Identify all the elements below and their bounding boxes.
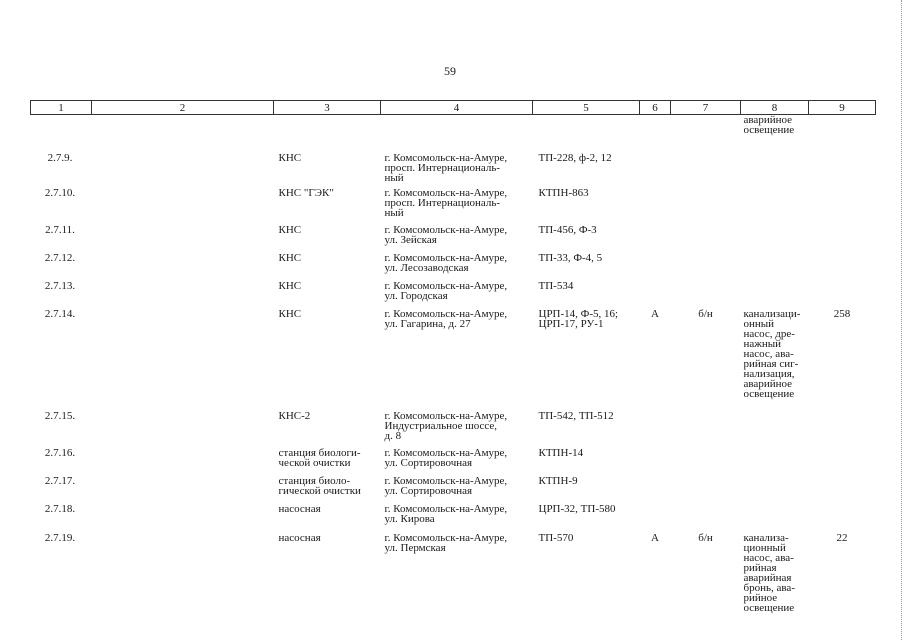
- data-table: [30, 100, 876, 613]
- empty-cell: [92, 309, 274, 411]
- power-feed: ТП-228, ф-2, 12: [538, 151, 612, 164]
- power-value: [671, 411, 741, 448]
- table-row: [31, 309, 876, 411]
- power-feed: ТП-570: [538, 531, 574, 544]
- object-address: г. Комсомольск-на-Амуре, ул. Лесозаводская: [384, 251, 508, 274]
- equipment-list: [741, 281, 809, 309]
- reliability-category: А: [651, 307, 659, 320]
- power-value: [671, 281, 741, 309]
- power-feed: ЦРП-32, ТП-580: [538, 502, 616, 515]
- row-number: 2.7.18.: [44, 502, 76, 515]
- power-feed: КТПН-863: [538, 186, 589, 199]
- equipment-list: [741, 253, 809, 281]
- object-address: г. Комсомольск-на-Амуре, ул. Городская: [384, 279, 508, 302]
- table-row: [31, 225, 876, 253]
- power-feed: ЦРП-14, Ф-5, 16; ЦРП-17, РУ-1: [538, 307, 619, 330]
- power-value: [671, 476, 741, 504]
- power-value: б/н: [698, 307, 713, 320]
- object-address: г. Комсомольск-на-Амуре, Индустриальное шоссе, д. 8: [384, 409, 508, 442]
- row-number: 2.7.12.: [44, 251, 76, 264]
- empty-cell: [92, 476, 274, 504]
- empty-cell: [92, 153, 274, 188]
- row-number: 2.7.11.: [45, 223, 75, 236]
- power-value: [671, 153, 741, 188]
- object-name: КНС: [278, 279, 302, 292]
- load-value: 22: [836, 531, 848, 544]
- object-name: КНС "ГЭК": [278, 186, 334, 199]
- object-name: КНС: [278, 307, 302, 320]
- equipment-list: [741, 153, 809, 188]
- equipment-list: канализа- ционный насос, ава- рийная аварийная бронь, ава- рийное освещение: [743, 531, 795, 614]
- reliability-category: А: [651, 531, 659, 544]
- equipment-list: [741, 411, 809, 448]
- power-feed: ТП-33, Ф-4, 5: [538, 251, 603, 264]
- object-name: КНС-2: [278, 409, 311, 422]
- table-row: [31, 448, 876, 476]
- object-name: КНС: [278, 251, 302, 264]
- table-row: [31, 253, 876, 281]
- load-value: [809, 448, 876, 476]
- object-address: г. Комсомольск-на-Амуре, просп. Интернациональ- ный: [384, 186, 508, 219]
- load-value: [809, 411, 876, 448]
- row-number: 2.7.17.: [44, 474, 76, 487]
- header-cell: 1: [31, 101, 92, 115]
- table-row: [31, 504, 876, 533]
- empty-cell: [92, 188, 274, 225]
- equipment-list: [741, 476, 809, 504]
- row-number: 2.7.13.: [44, 279, 76, 292]
- object-address: г. Комсомольск-на-Амуре, ул. Кирова: [384, 502, 508, 525]
- object-address: г. Комсомольск-на-Амуре, ул. Гагарина, д. 27: [384, 307, 508, 330]
- continuation-equipment: аварийное освещение: [743, 114, 795, 136]
- empty-cell: [92, 281, 274, 309]
- object-name: насосная: [278, 502, 321, 515]
- reliability-category: [640, 253, 671, 281]
- equipment-list: канализаци- онный насос, дре- нажный насос, ава- рийная сиг- нализация, аварийное освещение: [743, 307, 801, 400]
- empty-cell: [92, 533, 274, 613]
- power-value: [671, 504, 741, 533]
- scan-edge: [901, 0, 903, 640]
- object-name: КНС: [278, 151, 302, 164]
- reliability-category: [640, 411, 671, 448]
- object-address: г. Комсомольск-на-Амуре, ул. Сортировочная: [384, 474, 508, 497]
- header-cell: 3: [274, 101, 381, 115]
- empty-cell: [92, 225, 274, 253]
- reliability-category: [640, 188, 671, 225]
- reliability-category: [640, 225, 671, 253]
- table-body: [31, 115, 876, 613]
- empty-cell: [92, 253, 274, 281]
- object-address: г. Комсомольск-на-Амуре, ул. Зейская: [384, 223, 508, 246]
- object-address: г. Комсомольск-на-Амуре, ул. Сортировочная: [384, 446, 508, 469]
- equipment-list: [741, 188, 809, 225]
- header-cell: 6: [640, 101, 671, 115]
- object-name: КНС: [278, 223, 302, 236]
- empty-cell: [92, 411, 274, 448]
- power-value: [671, 225, 741, 253]
- row-number: 2.7.15.: [44, 409, 76, 422]
- row-number: 2.7.14.: [44, 307, 76, 320]
- row-number: 2.7.16.: [44, 446, 76, 459]
- row-number: 2.7.10.: [44, 186, 76, 199]
- reliability-category: [640, 476, 671, 504]
- load-value: [809, 188, 876, 225]
- table-row: [31, 476, 876, 504]
- object-name: насосная: [278, 531, 321, 544]
- power-feed: КТПН-9: [538, 474, 578, 487]
- object-name: станция биоло- гической очистки: [278, 474, 361, 497]
- load-value: [809, 225, 876, 253]
- header-cell: 8: [741, 101, 809, 115]
- header-row: [31, 101, 876, 115]
- equipment-list: [741, 504, 809, 533]
- continuation-row: [31, 115, 876, 153]
- power-feed: КТПН-14: [538, 446, 584, 459]
- power-feed: ТП-542, ТП-512: [538, 409, 614, 422]
- power-feed: ТП-456, Ф-3: [538, 223, 597, 236]
- reliability-category: [640, 153, 671, 188]
- load-value: [809, 281, 876, 309]
- table-row: [31, 533, 876, 613]
- reliability-category: [640, 504, 671, 533]
- load-value: 258: [833, 307, 851, 320]
- load-value: [809, 253, 876, 281]
- power-value: [671, 188, 741, 225]
- table-row: [31, 281, 876, 309]
- reliability-category: [640, 281, 671, 309]
- table-row: [31, 411, 876, 448]
- empty-cell: [92, 448, 274, 476]
- object-address: г. Комсомольск-на-Амуре, ул. Пермская: [384, 531, 508, 554]
- reliability-category: [640, 448, 671, 476]
- power-value: [671, 448, 741, 476]
- power-value: б/н: [698, 531, 713, 544]
- row-number: 2.7.9.: [47, 151, 73, 164]
- load-value: [809, 476, 876, 504]
- equipment-list: [741, 225, 809, 253]
- row-number: 2.7.19.: [44, 531, 76, 544]
- load-value: [809, 153, 876, 188]
- object-name: станция биологи- ческой очистки: [278, 446, 361, 469]
- page-number: 59: [444, 64, 456, 78]
- table-row: [31, 188, 876, 225]
- header-cell: 2: [92, 101, 274, 115]
- header-cell: 9: [809, 101, 876, 115]
- header-cell: 5: [533, 101, 640, 115]
- equipment-list: [741, 448, 809, 476]
- load-value: [809, 504, 876, 533]
- header-cell: 4: [381, 101, 533, 115]
- table-row: [31, 153, 876, 188]
- empty-cell: [92, 504, 274, 533]
- object-address: г. Комсомольск-на-Амуре, просп. Интернациональ- ный: [384, 151, 508, 184]
- power-feed: ТП-534: [538, 279, 574, 292]
- header-cell: 7: [671, 101, 741, 115]
- power-value: [671, 253, 741, 281]
